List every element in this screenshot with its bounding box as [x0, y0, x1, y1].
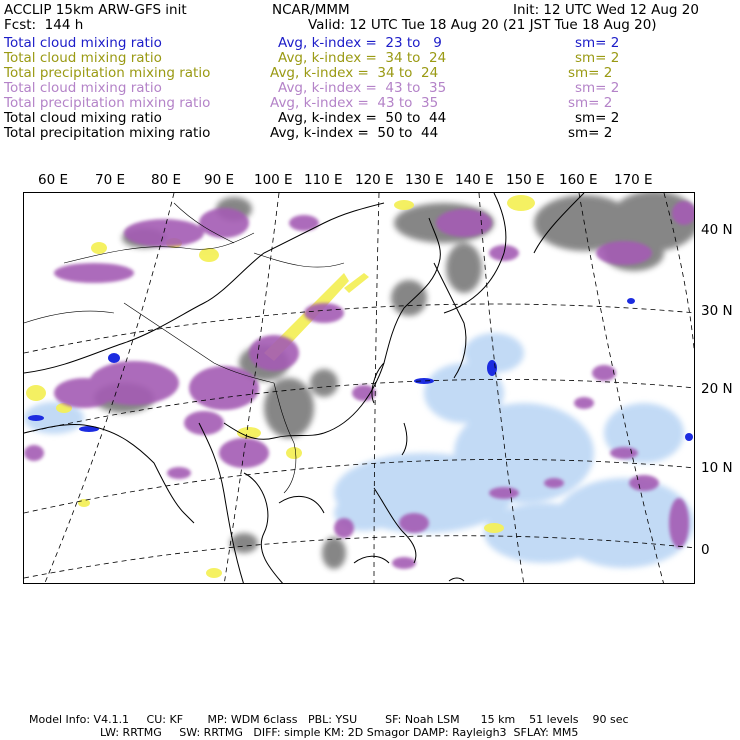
longitude-label: 170 E: [614, 172, 653, 188]
longitude-label: 160 E: [559, 172, 598, 188]
longitude-label: 80 E: [151, 172, 181, 188]
legend-field: Total cloud mixing ratio: [4, 35, 162, 51]
legend-field: Total precipitation mixing ratio: [4, 95, 211, 111]
legend-field: Total cloud mixing ratio: [4, 50, 162, 66]
forecast-hour: Fcst: 144 h: [4, 17, 84, 33]
legend-sm: sm= 2: [568, 95, 613, 111]
longitude-label: 110 E: [304, 172, 343, 188]
longitude-label: 60 E: [38, 172, 68, 188]
legend-avg: Avg, k-index = 34 to 24: [270, 65, 439, 81]
legend-field: Total cloud mixing ratio: [4, 80, 162, 96]
latitude-label: 10 N: [701, 460, 733, 476]
latitude-label: 0: [701, 542, 710, 558]
longitude-label: 130 E: [405, 172, 444, 188]
legend-sm: sm= 2: [575, 80, 620, 96]
latitude-label: 40 N: [701, 222, 733, 238]
latitude-label: 20 N: [701, 381, 733, 397]
legend-avg: Avg, k-index = 50 to 44: [270, 125, 439, 141]
model-title: ACCLIP 15km ARW-GFS init: [4, 2, 187, 18]
legend-sm: sm= 2: [568, 125, 613, 141]
weather-map-canvas: [24, 193, 695, 584]
organization-label: NCAR/MMM: [272, 2, 350, 18]
longitude-label: 120 E: [355, 172, 394, 188]
longitude-label: 70 E: [95, 172, 125, 188]
model-info-line: Model Info: V4.1.1 CU: KF MP: WDM 6class PBL: YSU SF: Noah LSM 15 km 51 levels 90 sec: [29, 713, 629, 726]
legend-sm: sm= 2: [575, 50, 620, 66]
legend-avg: Avg, k-index = 23 to 9: [278, 35, 442, 51]
legend-field: Total precipitation mixing ratio: [4, 125, 211, 141]
legend-avg: Avg, k-index = 43 to 35: [278, 80, 447, 96]
legend-sm: sm= 2: [568, 65, 613, 81]
legend-field: Total precipitation mixing ratio: [4, 65, 211, 81]
longitude-label: 150 E: [506, 172, 545, 188]
model-physics-line: LW: RRTMG SW: RRTMG DIFF: simple KM: 2D Smagor DAMP: Rayleigh3 SFLAY: MM5: [100, 726, 579, 739]
legend-avg: Avg, k-index = 34 to 24: [278, 50, 447, 66]
init-time: Init: 12 UTC Wed 12 Aug 20: [513, 2, 699, 18]
latitude-label: 30 N: [701, 303, 733, 319]
legend-avg: Avg, k-index = 43 to 35: [270, 95, 439, 111]
legend-field: Total cloud mixing ratio: [4, 110, 162, 126]
valid-time: Valid: 12 UTC Tue 18 Aug 20 (21 JST Tue 18 Aug 20): [308, 17, 657, 33]
map-panel: [23, 192, 695, 584]
legend-sm: sm= 2: [575, 35, 620, 51]
longitude-label: 90 E: [204, 172, 234, 188]
legend-sm: sm= 2: [575, 110, 620, 126]
longitude-label: 140 E: [455, 172, 494, 188]
legend-avg: Avg, k-index = 50 to 44: [278, 110, 447, 126]
longitude-label: 100 E: [254, 172, 293, 188]
